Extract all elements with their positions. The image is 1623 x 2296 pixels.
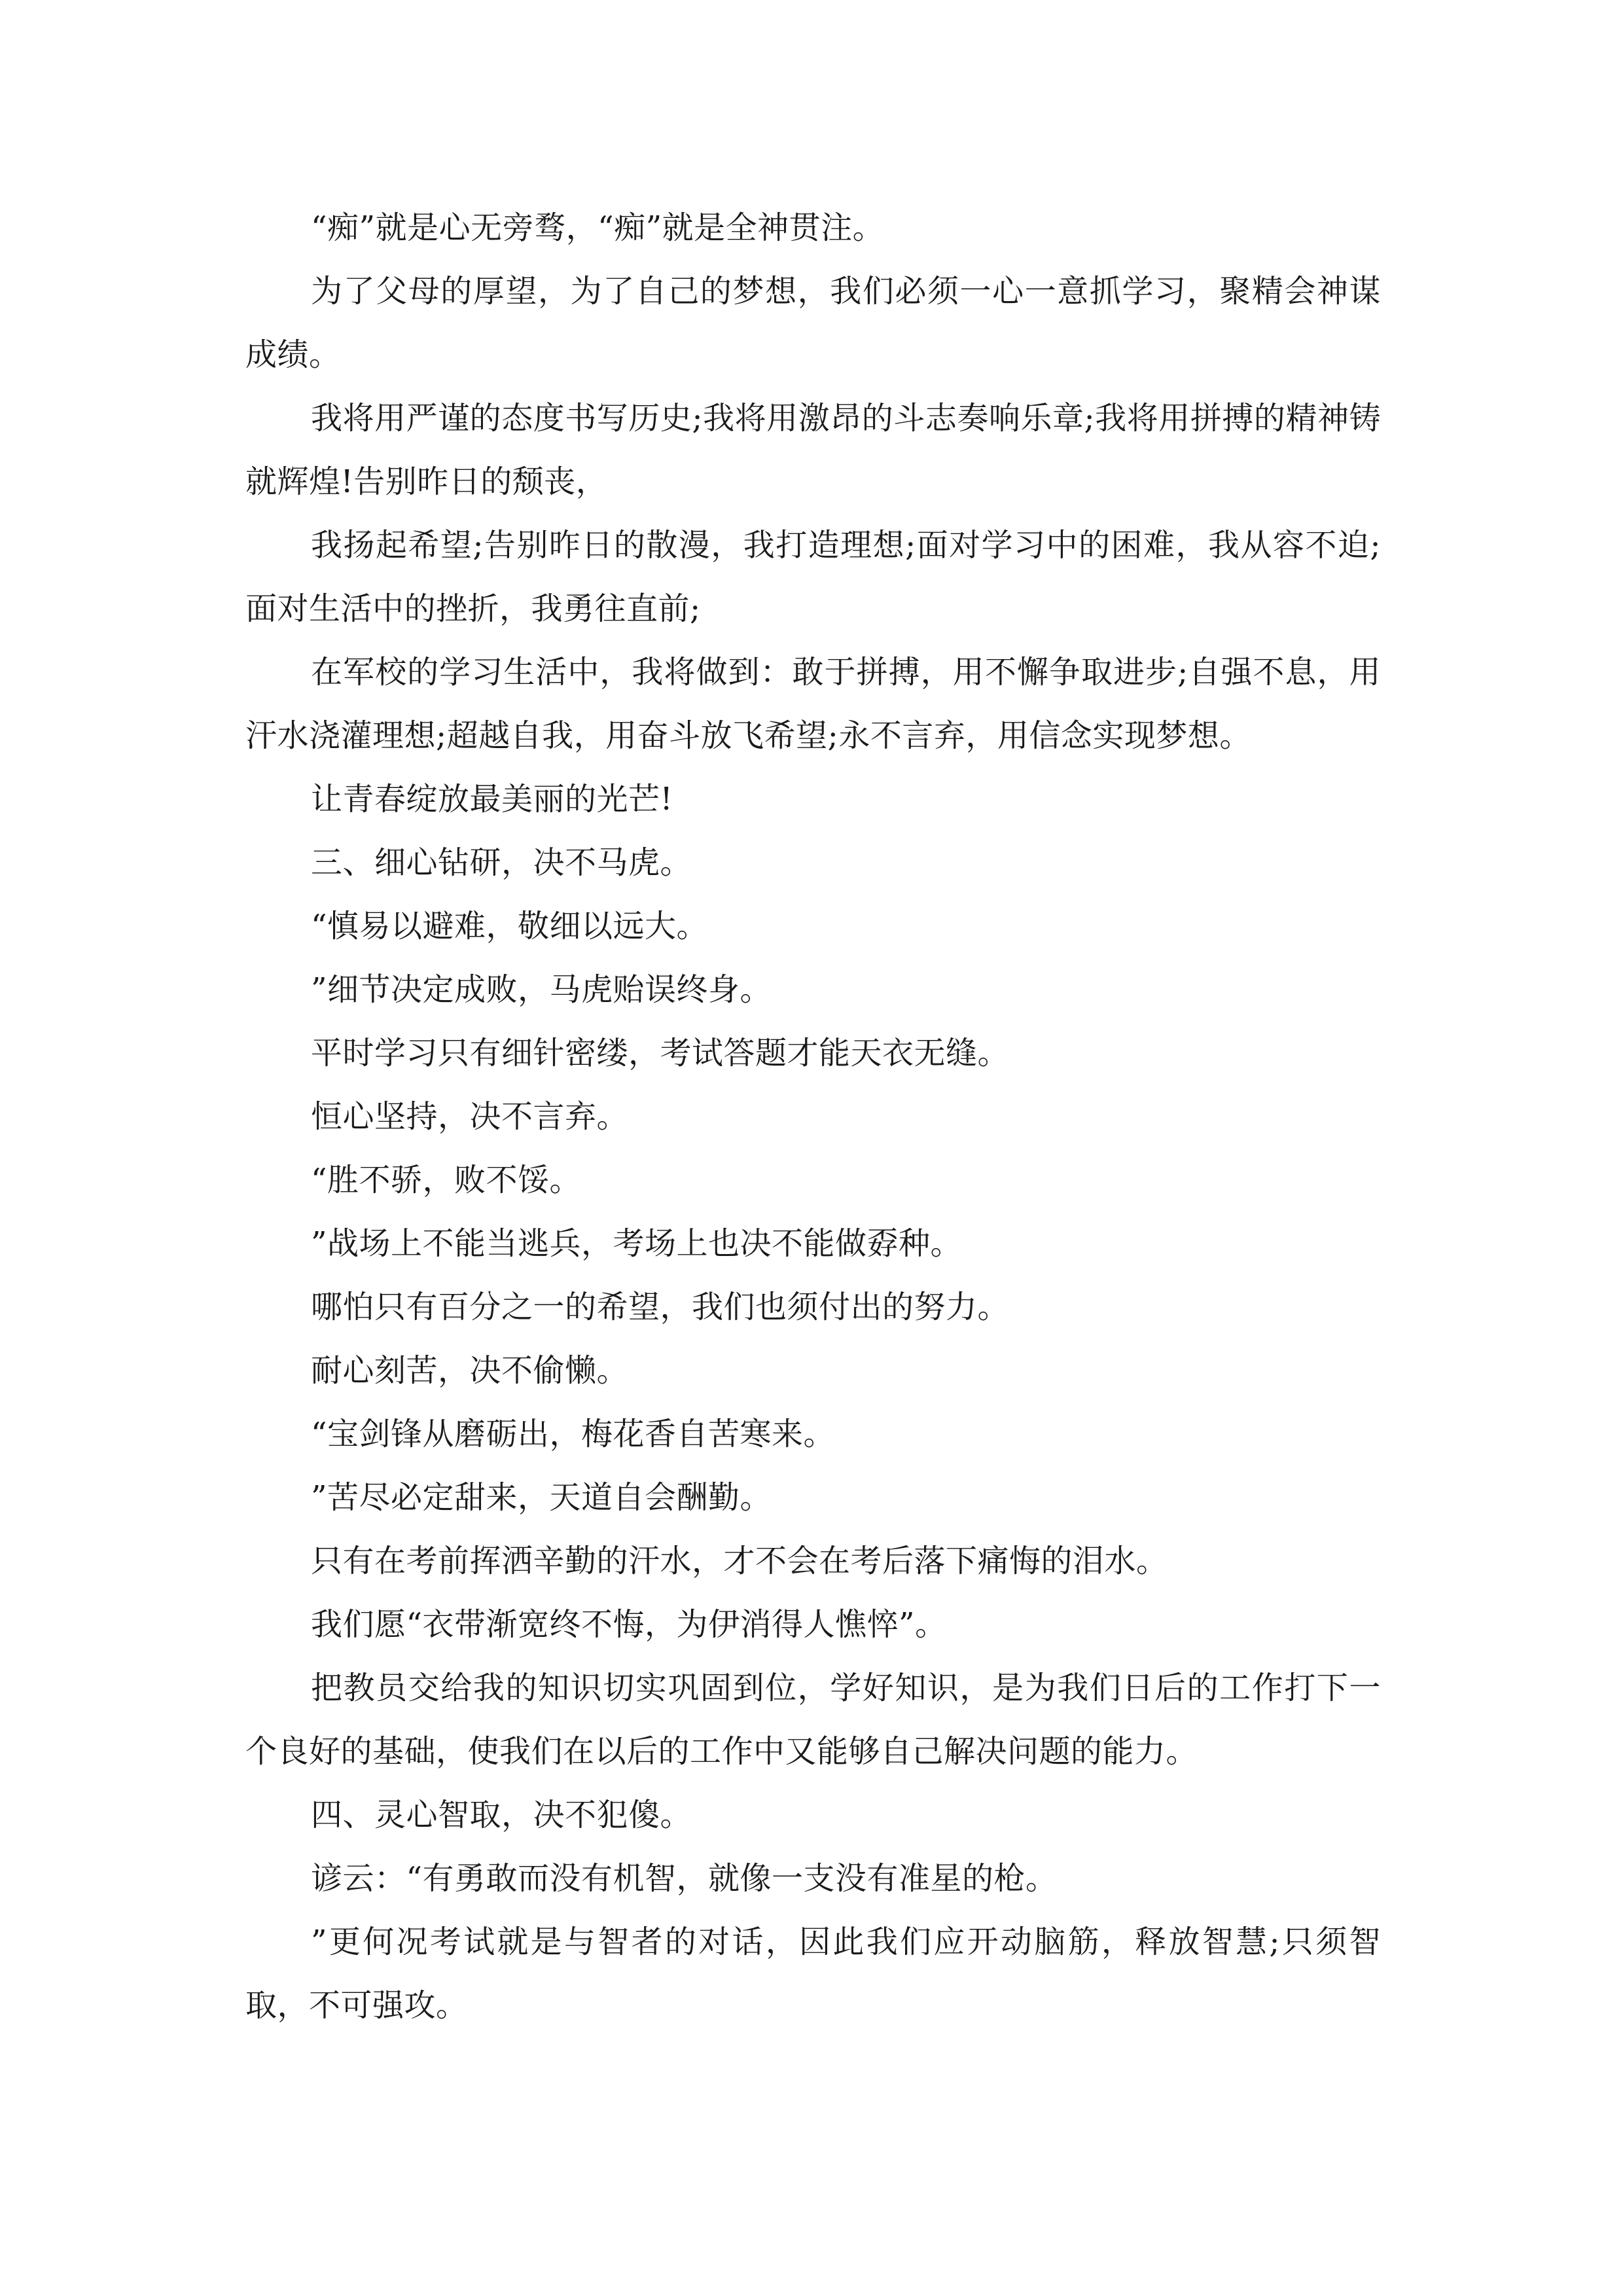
paragraph: 哪怕只有百分之一的希望，我们也须付出的努力。 bbox=[311, 1289, 1010, 1325]
paragraph: 只有在考前挥洒辛勤的汗水，才不会在考后落下痛悔的泪水。 bbox=[311, 1543, 1168, 1579]
paragraph: 恒心坚持，决不言弃。 bbox=[311, 1098, 629, 1135]
paragraph: 我扬起希望;告别昨日的散漫，我打造理想;面对学习中的困难，我从容不迫;面对生活中的挫折，我勇往直前; bbox=[245, 527, 1381, 627]
document-body bbox=[245, 196, 1381, 2037]
paragraph: ”更何况考试就是与智者的对话，因此我们应开动脑筋，释放智慧;只须智取，不可强攻。 bbox=[245, 1924, 1381, 2024]
paragraph: “宝剑锋从磨砺出，梅花香自苦寒来。 bbox=[311, 1416, 836, 1452]
paragraph: 在军校的学习生活中，我将做到：敢于拼搏，用不懈争取进步;自强不息，用汗水浇灌理想;超越自我，用奋斗放飞希望;永不言弃，用信念实现梦想。 bbox=[245, 654, 1381, 754]
paragraph: ”细节决定成败，马虎贻误终身。 bbox=[311, 971, 772, 1008]
paragraph: 平时学习只有细针密缕，考试答题才能天衣无缝。 bbox=[311, 1035, 1010, 1071]
paragraph: ”苦尽必定甜来，天道自会酬勤。 bbox=[311, 1479, 772, 1516]
paragraph: 让青春绽放最美丽的光芒! bbox=[311, 781, 673, 817]
paragraph: ”战场上不能当逃兵，考场上也决不能做孬种。 bbox=[311, 1225, 963, 1262]
paragraph: 耐心刻苦，决不偷懒。 bbox=[311, 1352, 629, 1389]
paragraph: 把教员交给我的知识切实巩固到位，学好知识，是为我们日后的工作打下一个良好的基础，使我们在以后的工作中又能够自己解决问题的能力。 bbox=[245, 1670, 1381, 1770]
paragraph: 我们愿“衣带渐宽终不悔，为伊消得人憔悴”。 bbox=[311, 1606, 947, 1643]
paragraph: 为了父母的厚望，为了自己的梦想，我们必须一心一意抓学习，聚精会神谋成绩。 bbox=[245, 273, 1381, 373]
paragraph: “胜不骄，败不馁。 bbox=[311, 1162, 582, 1198]
paragraph: “痴”就是心无旁骛，“痴”就是全神贯注。 bbox=[311, 209, 885, 246]
paragraph: 谚云：“有勇敢而没有机智，就像一支没有准星的枪。 bbox=[311, 1860, 1058, 1897]
section-heading: 四、灵心智取，决不犯傻。 bbox=[311, 1797, 692, 1833]
paragraph: “慎易以避难，敬细以远大。 bbox=[311, 908, 709, 944]
section-heading: 三、细心钻研，决不马虎。 bbox=[311, 844, 692, 881]
paragraph: 我将用严谨的态度书写历史;我将用激昂的斗志奏响乐章;我将用拼搏的精神铸就辉煌!告别昨日的颓丧， bbox=[245, 400, 1381, 500]
